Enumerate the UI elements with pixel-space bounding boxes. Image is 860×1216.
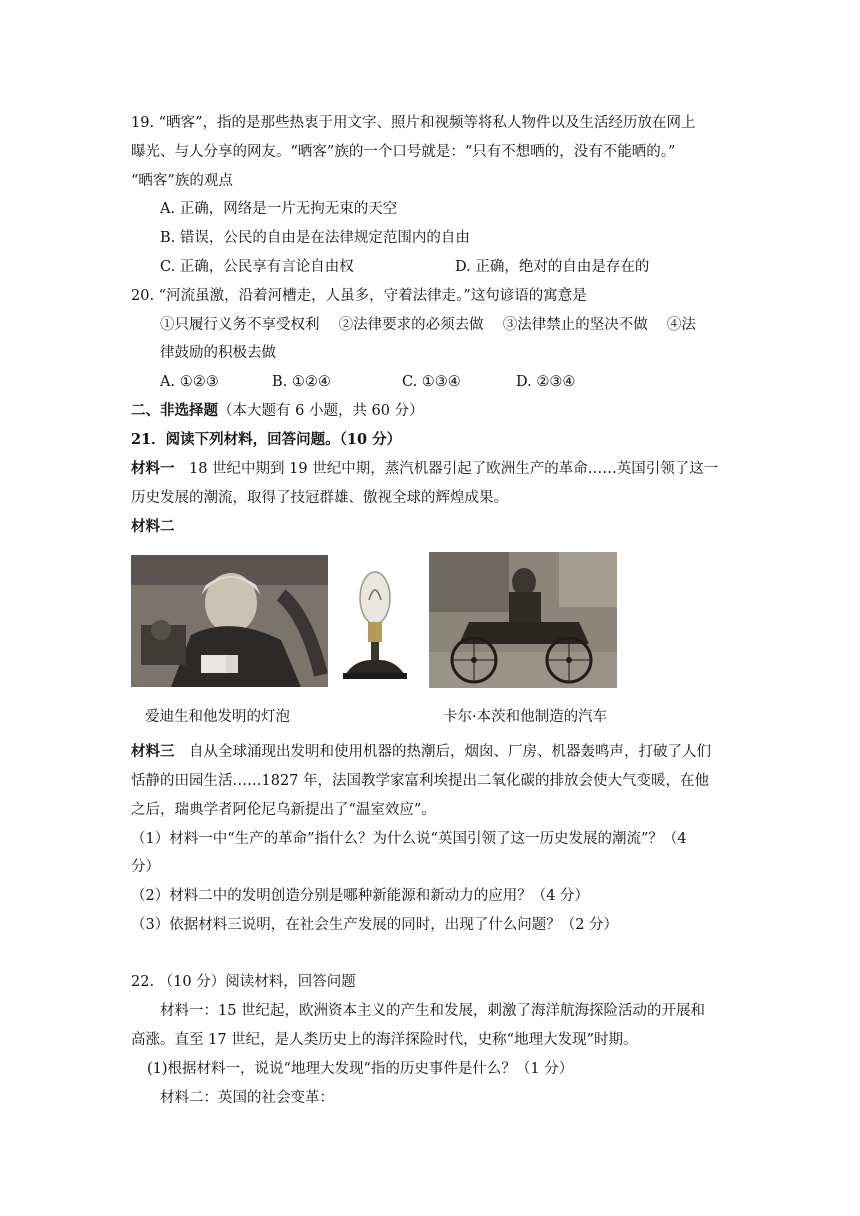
q19-option-a: A. 正确，网络是一片无拘无束的天空 [160,201,398,217]
q20-option-b: B. ①②④ [272,374,331,390]
benz-car-photo [429,552,617,688]
caption-edison: 爱迪生和他发明的灯泡 [145,709,290,725]
q22-material1-line2: 高涨。直至 17 世纪，是人类历史上的海洋探险时代，史称“地理大发现”时期。 [131,1032,638,1048]
q21-material3-line1 [131,742,711,762]
q21-material3-line3: 之后，瑞典学者阿伦尼乌新提出了“温室效应”。 [131,802,436,818]
q20-option-c: C. ①③④ [402,374,461,390]
q22-title: 22. （10 分）阅读材料，回答问题 [131,974,356,990]
q21-sub1-line2: 分） [131,859,160,875]
q19-stem-line3: “晒客”族的观点 [131,173,233,189]
caption-benz: 卡尔·本茨和他制造的汽车 [443,709,608,725]
q20-stem: 20. “河流虽激，沿着河槽走，人虽多，守着法律走。”这句谚语的寓意是 [131,288,587,304]
section-note: （本大题有 6 小题，共 60 分） [218,403,424,419]
q21-sub2: （2）材料二中的发明创造分别是哪种新能源和新动力的应用？（4 分） [131,888,590,904]
material3-text: 自从全球涌现出发明和使用机器的热潮后，烟囱、厂房、机器轰鸣声，打破了人们 [174,744,711,760]
q19-option-d: D. 正确，绝对的自由是存在的 [455,259,650,275]
q20-items-line1: ①只履行义务不享受权利 ②法律要求的必须去做 ③法律禁止的坚决不做 ④法 [160,317,696,333]
q21-material3-line2: 恬静的田园生活……1827 年，法国教学家富利埃提出二氧化碳的排放会使大气变暖，在他 [131,773,710,789]
q22-material2: 材料二：英国的社会变革： [160,1090,334,1106]
q21-sub3: （3）依据材料三说明，在社会生产发展的同时，出现了什么问题？（2 分） [131,917,619,933]
q21-material1-line1 [131,459,718,479]
material1-text: 18 世纪中期到 19 世纪中期，蒸汽机器引起了欧洲生产的革命……英国引领了这一 [174,461,719,477]
material2-label: 材料二 [131,518,175,535]
material1-label: 材料一 [131,460,175,477]
light-bulb-photo [335,560,415,683]
q21-title: 21．阅读下列材料，回答问题。（10 分） [131,431,402,448]
section-title: 二、非选择题 [131,402,218,419]
q19-stem-line2: 曝光、与人分享的网友。“晒客”族的一个口号就是：“只有不想晒的，没有不能晒的。” [131,144,676,160]
q19-option-b: B. 错误，公民的自由是在法律规定范围内的自由 [160,230,470,246]
material3-label: 材料三 [131,743,175,760]
section-heading [131,401,424,421]
q20-option-d: D. ②③④ [516,374,576,390]
q19-stem-line1: 19. “晒客”，指的是那些热衷于用文字、照片和视频等将私人物件以及生活经历放在网上 [131,115,696,131]
q19-option-c: C. 正确，公民享有言论自由权 [160,259,354,275]
q21-material1-line2: 历史发展的潮流，取得了技冠群雄、傲视全球的辉煌成果。 [131,490,508,506]
edison-photo [131,555,328,687]
q20-items-line2: 律鼓励的积极去做 [160,345,276,361]
q20-option-a: A. ①②③ [160,374,219,390]
q22-material1-line1: 材料一：15 世纪起，欧洲资本主义的产生和发展，刺激了海洋航海探险活动的开展和 [160,1003,706,1019]
q21-sub1-line1: （1）材料一中“生产的革命”指什么？为什么说“英国引领了这一历史发展的潮流”？（4 [131,831,687,847]
q22-sub1: (1)根据材料一，说说“地理大发现“指的历史事件是什么？（1 分） [147,1061,574,1077]
